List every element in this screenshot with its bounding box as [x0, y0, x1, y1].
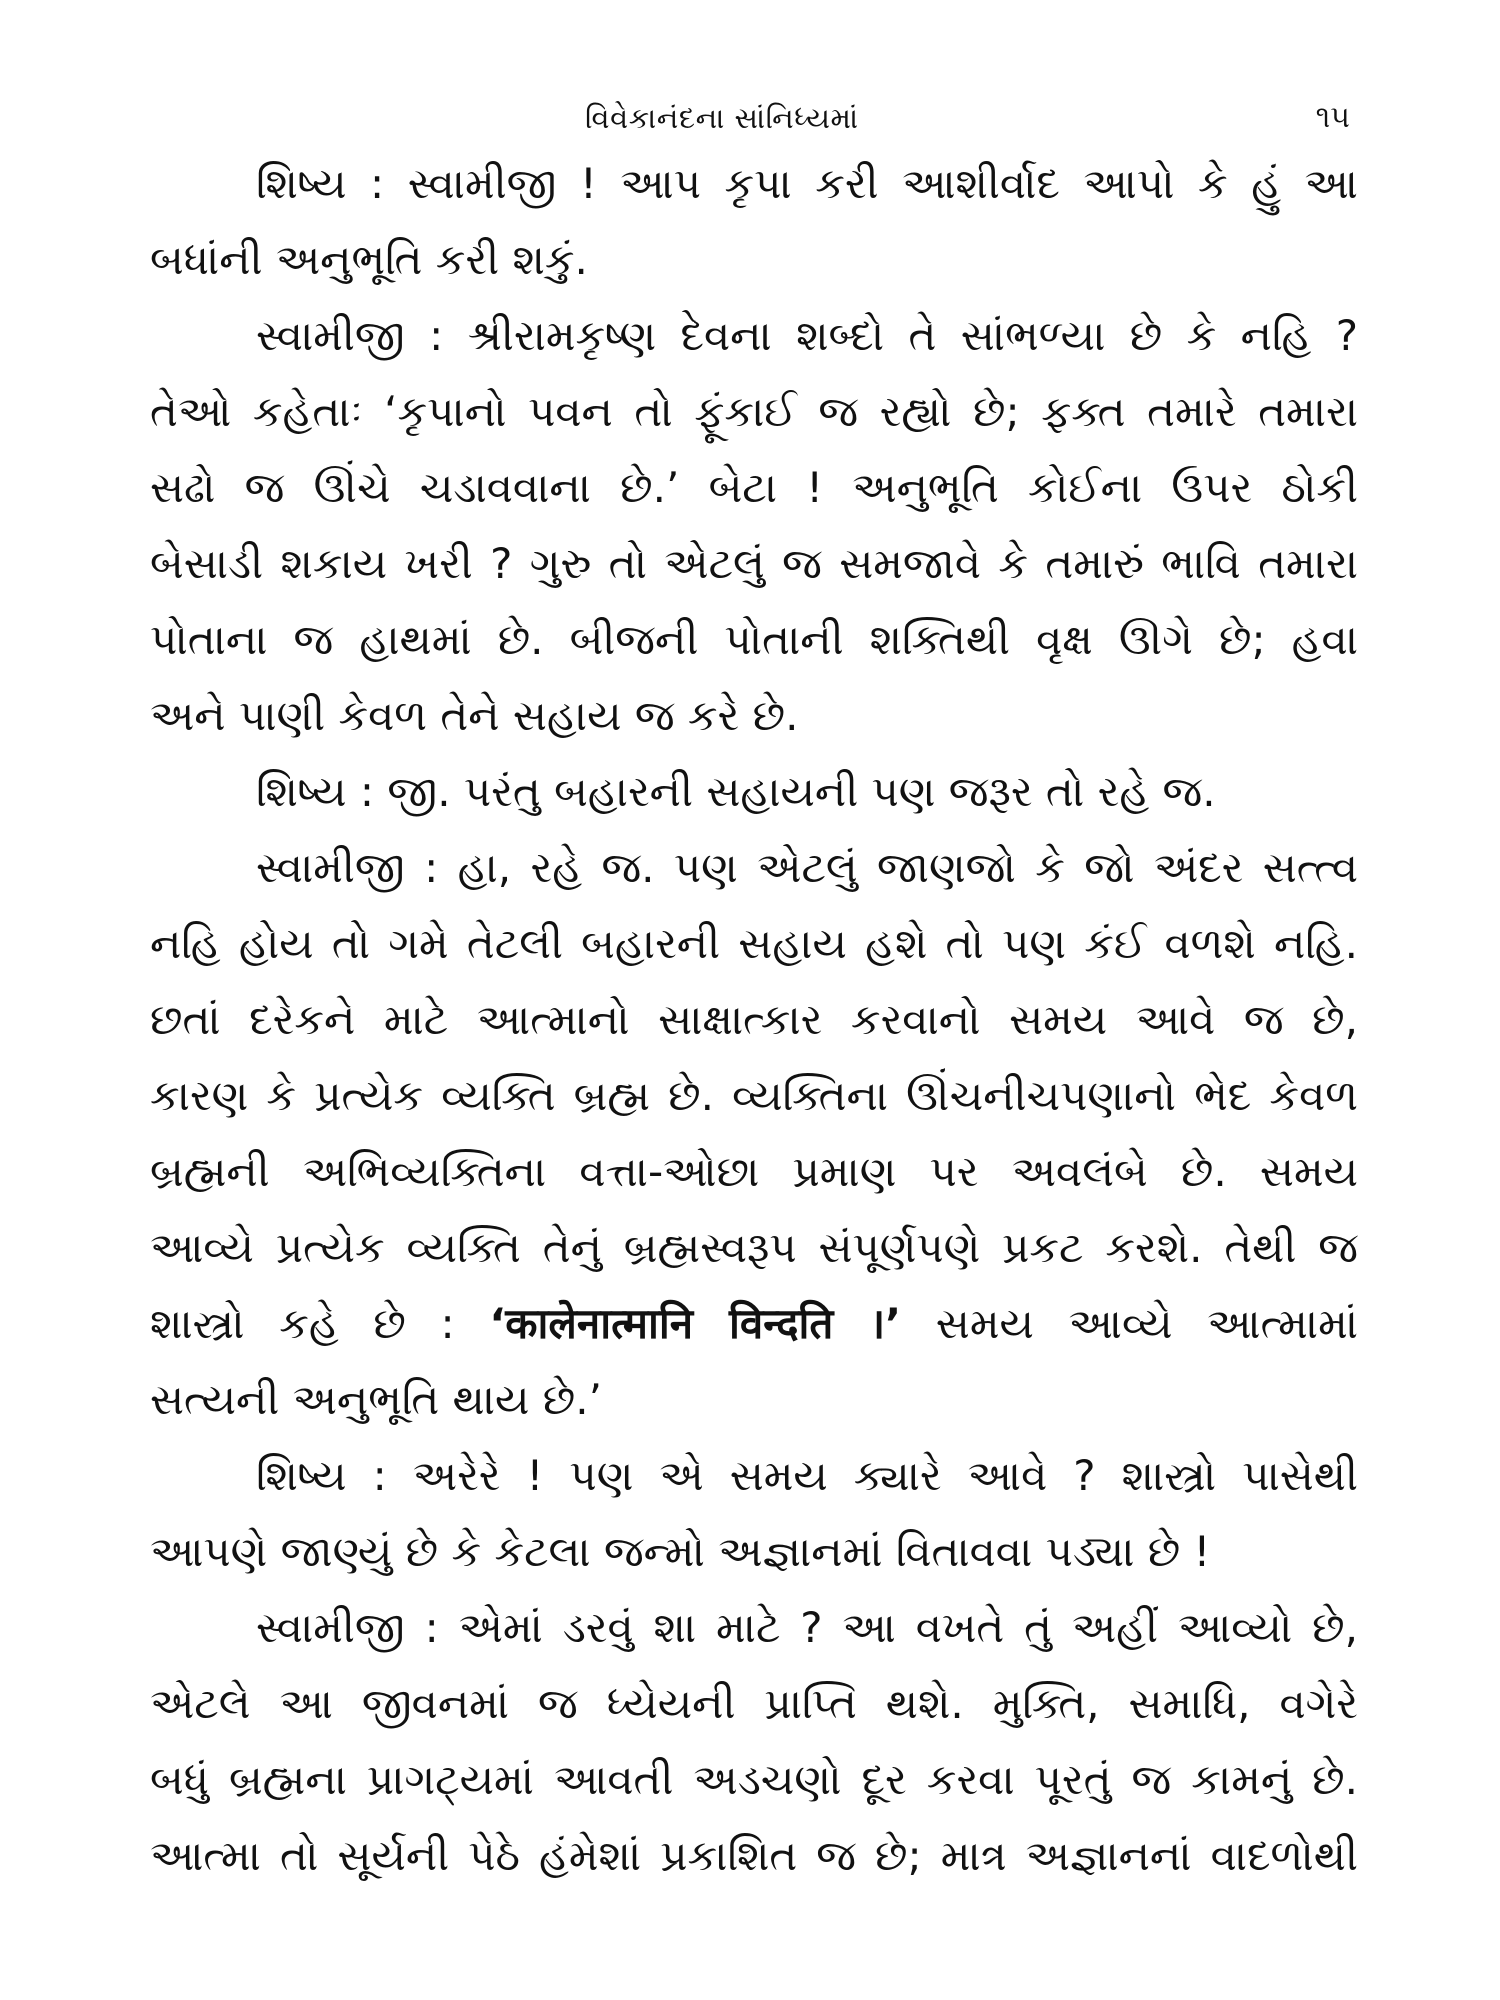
- running-header: [150, 98, 1350, 138]
- text-line: સ્વામીજી : શ્રીરામકૃષ્ણ દેવના શબ્દો તે સાંભળ્યા છે કે નહિ ?: [256, 311, 1358, 360]
- body-text: [150, 146, 1358, 1894]
- text-line: આપણે જાણ્યું છે કે કેટલા જન્મો અજ્ઞાનમાં વિતાવવા પડ્યા છે !: [150, 1527, 1211, 1576]
- text-segment: સમય આવ્યે આત્મામાં: [901, 1299, 1358, 1348]
- sanskrit-quote: ‘कालेनात्मानि विन्दति ।’: [489, 1299, 902, 1348]
- text-line: છતાં દરેકને માટે આત્માનો સાક્ષાત્કાર કરવાનો સમય આવે જ છે,: [150, 995, 1358, 1044]
- text-line: અને પાણી કેવળ તેને સહાય જ કરે છે.: [150, 691, 799, 740]
- text-line: શિષ્ય : અરેરે ! પણ એ સમય ક્યારે આવે ? શાસ્ત્રો પાસેથી: [256, 1451, 1358, 1500]
- text-line: આવ્યે પ્રત્યેક વ્યક્તિ તેનું બ્રહ્મસ્વરૂપ સંપૂર્ણપણે પ્રકટ કરશે. તેથી જ: [150, 1223, 1358, 1272]
- text-line: શિષ્ય : સ્વામીજી ! આપ કૃપા કરી આશીર્વાદ આપો કે હું આ: [256, 159, 1358, 208]
- text-line: એટલે આ જીવનમાં જ ધ્યેયની પ્રાપ્તિ થશે. મુક્તિ, સમાધિ, વગેરે: [150, 1679, 1358, 1728]
- text-segment: શાસ્ત્રો કહે છે :: [150, 1299, 490, 1348]
- page-number: ૧૫: [1315, 100, 1350, 135]
- text-line: આત્મા તો સૂર્યની પેઠે હંમેશાં પ્રકાશિત જ છે; માત્ર અજ્ઞાનનાં વાદળોથી: [150, 1831, 1358, 1880]
- text-line: બધું બ્રહ્મના પ્રાગટ્યમાં આવતી અડચણો દૂર કરવા પૂરતું જ કામનું છે.: [150, 1755, 1358, 1804]
- text-line: તેઓ કહેતાઃ ‘કૃપાનો પવન તો ફૂંકાઈ જ રહ્યો છે; ફક્ત તમારે તમારા: [150, 387, 1358, 436]
- text-line-sanskrit-quote: [150, 1286, 1358, 1362]
- text-line: શિષ્ય : જી. પરંતુ બહારની સહાયની પણ જરૂર તો રહે જ.: [256, 767, 1216, 816]
- text-line: બધાંની અનુભૂતિ કરી શકું.: [150, 235, 588, 284]
- text-line: કારણ કે પ્રત્યેક વ્યક્તિ બ્રહ્મ છે. વ્યક્તિના ઊંચનીચપણાનો ભેદ કેવળ: [150, 1071, 1358, 1120]
- text-line: બેસાડી શકાય ખરી ? ગુરુ તો એટલું જ સમજાવે કે તમારું ભાવિ તમારા: [150, 539, 1358, 588]
- running-title: વિવેકાનંદના સાંનિધ્યમાં: [585, 101, 859, 135]
- text-line: સ્વામીજી : હા, રહે જ. પણ એટલું જાણજો કે જો અંદર સત્ત્વ: [256, 843, 1358, 892]
- text-line: સ્વામીજી : એમાં ડરવું શા માટે ? આ વખતે તું અહીં આવ્યો છે,: [256, 1603, 1358, 1652]
- text-line: સઢો જ ઊંચે ચડાવવાના છે.’ બેટા ! અનુભૂતિ કોઈના ઉપર ઠોકી: [150, 463, 1358, 512]
- text-line: નહિ હોય તો ગમે તેટલી બહારની સહાય હશે તો પણ કંઈ વળશે નહિ.: [150, 919, 1358, 968]
- text-line: પોતાના જ હાથમાં છે. બીજની પોતાની શક્તિથી વૃક્ષ ઊગે છે; હવા: [150, 615, 1358, 664]
- text-line: બ્રહ્મની અભિવ્યક્તિના વત્તા-ઓછા પ્રમાણ પર અવલંબે છે. સમય: [150, 1147, 1358, 1196]
- text-line: સત્યની અનુભૂતિ થાય છે.’: [150, 1375, 602, 1424]
